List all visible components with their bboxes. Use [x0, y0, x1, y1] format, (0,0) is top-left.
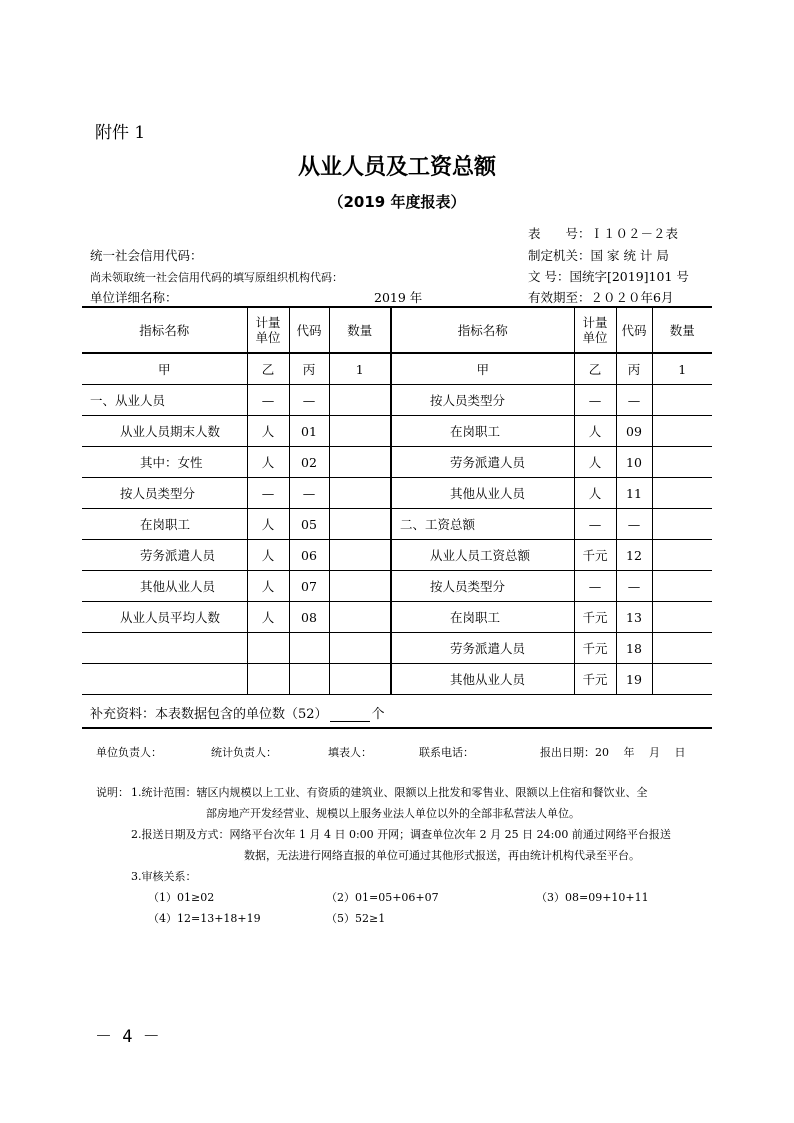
quantity-input[interactable] [329, 478, 391, 509]
page-title: 从业人员及工资总额 [297, 155, 496, 180]
code-cell: 18 [616, 633, 652, 664]
header-code: 代码 [289, 307, 329, 353]
code-cell: 12 [616, 540, 652, 571]
divider [82, 727, 712, 729]
rule-2: （2）01=05+06+07 [326, 891, 439, 904]
subheader-name: 甲 [82, 353, 247, 385]
page-subtitle: （2019 年度报表） [328, 193, 466, 211]
quantity-input[interactable] [652, 478, 712, 509]
unit-cell: 人 [574, 416, 616, 447]
quantity-input[interactable] [652, 416, 712, 447]
indicator-name: 劳务派遣人员 [391, 633, 574, 664]
indicator-name: 一、从业人员 [82, 385, 247, 416]
unit-cell: 千元 [574, 664, 616, 695]
indicator-name: 在岗职工 [391, 602, 574, 633]
code-cell: — [289, 385, 329, 416]
note-1-cont: 部房地产开发经营业、规模以上服务业法人单位以外的全部非私营法人单位。 [206, 807, 580, 820]
notes-label: 说明： [96, 786, 129, 799]
unit-cell: 人 [247, 571, 289, 602]
table-number: 表 号：Ｉ１０２－２表 [528, 226, 679, 241]
unit-count-input[interactable] [330, 709, 370, 722]
quantity-input[interactable] [652, 571, 712, 602]
note-1: 1.统计范围：辖区内规模以上工业、有资质的建筑业、限额以上批发和零售业、限额以上住宿和餐饮业、全 [131, 786, 648, 799]
indicator-name: 劳务派遣人员 [82, 540, 247, 571]
quantity-input[interactable] [652, 633, 712, 664]
indicator-name [82, 633, 247, 664]
credit-code-label: 统一社会信用代码： [90, 248, 203, 263]
unit-cell: 人 [247, 447, 289, 478]
table-row [82, 664, 712, 695]
authority: 制定机关：国 家 统 计 局 [528, 248, 669, 263]
quantity-input[interactable] [329, 385, 391, 416]
header-indicator-name: 指标名称 [82, 307, 247, 353]
unit-cell: 人 [574, 447, 616, 478]
code-cell: 07 [289, 571, 329, 602]
unit-cell: 千元 [574, 633, 616, 664]
indicator-name: 其他从业人员 [391, 478, 574, 509]
unit-cell: 人 [247, 509, 289, 540]
code-cell [289, 664, 329, 695]
attachment-label: 附件 1 [95, 123, 146, 143]
table-row [82, 602, 712, 633]
table-row [82, 571, 712, 602]
table-row [82, 385, 712, 416]
quantity-input[interactable] [652, 447, 712, 478]
subheader-unit: 乙 [247, 353, 289, 385]
quantity-input[interactable] [329, 509, 391, 540]
unit-cell: 人 [247, 540, 289, 571]
header-unit: 计量 单位 [574, 307, 616, 353]
quantity-input[interactable] [652, 602, 712, 633]
indicator-name: 其中：女性 [82, 447, 247, 478]
header-indicator-name: 指标名称 [391, 307, 574, 353]
indicator-name: 二、工资总额 [391, 509, 574, 540]
quantity-input[interactable] [652, 509, 712, 540]
quantity-input[interactable] [329, 447, 391, 478]
quantity-input[interactable] [329, 540, 391, 571]
indicator-name: 在岗职工 [391, 416, 574, 447]
code-cell: 06 [289, 540, 329, 571]
code-cell: — [289, 478, 329, 509]
filler-label: 填表人： [328, 746, 372, 759]
code-cell: 10 [616, 447, 652, 478]
code-cell: 08 [289, 602, 329, 633]
statistics-table [82, 306, 712, 695]
subheader-quantity: 1 [329, 353, 391, 385]
unit-cell: — [574, 571, 616, 602]
unit-cell: — [574, 385, 616, 416]
supplement-note: 补充资料：本表数据包含的单位数（52） 个 [90, 707, 385, 722]
note-3: 3.审核关系： [131, 870, 197, 883]
quantity-input[interactable] [652, 664, 712, 695]
code-cell: — [616, 571, 652, 602]
quantity-input[interactable] [329, 664, 391, 695]
code-cell: 13 [616, 602, 652, 633]
header-unit: 计量 单位 [247, 307, 289, 353]
code-cell: — [616, 385, 652, 416]
quantity-input[interactable] [652, 385, 712, 416]
unit-cell: 人 [574, 478, 616, 509]
table-row [82, 478, 712, 509]
rule-1: （1）01≥02 [148, 891, 215, 904]
unit-cell: — [247, 478, 289, 509]
table-row [82, 447, 712, 478]
indicator-name: 从业人员期末人数 [82, 416, 247, 447]
subheader-name: 甲 [391, 353, 574, 385]
unit-cell: — [247, 385, 289, 416]
table-row [82, 633, 712, 664]
org-code-label: 尚未领取统一社会信用代码的填写原组织机构代码： [90, 271, 343, 284]
indicator-name: 劳务派遣人员 [391, 447, 574, 478]
quantity-input[interactable] [652, 540, 712, 571]
unit-cell [247, 633, 289, 664]
subheader-unit: 乙 [574, 353, 616, 385]
code-cell: 01 [289, 416, 329, 447]
unit-name-label: 单位详细名称： [90, 290, 178, 305]
indicator-name: 其他从业人员 [391, 664, 574, 695]
subheader-code: 丙 [289, 353, 329, 385]
table-header-row [82, 307, 712, 353]
header-code: 代码 [616, 307, 652, 353]
rule-5: （5）52≥1 [326, 912, 386, 925]
quantity-input[interactable] [329, 633, 391, 664]
stat-head-label: 统计负责人： [211, 746, 277, 759]
code-cell [289, 633, 329, 664]
indicator-name [82, 664, 247, 695]
indicator-name: 从业人员工资总额 [391, 540, 574, 571]
code-cell: 09 [616, 416, 652, 447]
table-row [82, 540, 712, 571]
document-number: 文 号：国统字[2019]101 号 [528, 269, 689, 284]
phone-label: 联系电话： [419, 746, 474, 759]
code-cell: 02 [289, 447, 329, 478]
subheader-quantity: 1 [652, 353, 712, 385]
rule-4: （4）12=13+18+19 [148, 912, 261, 925]
report-date-label: 报出日期：20 年 月 日 [540, 746, 686, 759]
report-year: 2019 年 [374, 290, 423, 305]
indicator-name: 从业人员平均人数 [82, 602, 247, 633]
unit-cell: — [574, 509, 616, 540]
indicator-name: 按人员类型分 [391, 385, 574, 416]
rule-3: （3）08=09+10+11 [536, 891, 649, 904]
table-subheader-row [82, 353, 712, 385]
table-row [82, 416, 712, 447]
unit-cell: 千元 [574, 602, 616, 633]
note-2: 2.报送日期及方式：网络平台次年 1 月 4 日 0:00 开网；调查单位次年 2 月 25 日 24:00 前通过网络平台报送 [131, 828, 671, 841]
unit-cell: 人 [247, 602, 289, 633]
indicator-name: 在岗职工 [82, 509, 247, 540]
table-row [82, 509, 712, 540]
indicator-name: 按人员类型分 [82, 478, 247, 509]
unit-cell: 人 [247, 416, 289, 447]
code-cell: 05 [289, 509, 329, 540]
indicator-name: 其他从业人员 [82, 571, 247, 602]
page-number: － 4 － [95, 1027, 160, 1047]
unit-cell: 千元 [574, 540, 616, 571]
subheader-code: 丙 [616, 353, 652, 385]
unit-cell [247, 664, 289, 695]
code-cell: 11 [616, 478, 652, 509]
valid-until: 有效期至：２０２０年6月 [528, 290, 674, 305]
quantity-input[interactable] [329, 571, 391, 602]
code-cell: 19 [616, 664, 652, 695]
header-quantity: 数量 [652, 307, 712, 353]
note-2-cont: 数据，无法进行网络直报的单位可通过其他形式报送，再由统计机构代录至平台。 [244, 849, 640, 862]
quantity-input[interactable] [329, 602, 391, 633]
quantity-input[interactable] [329, 416, 391, 447]
indicator-name: 按人员类型分 [391, 571, 574, 602]
header-quantity: 数量 [329, 307, 391, 353]
unit-head-label: 单位负责人： [96, 746, 162, 759]
code-cell: — [616, 509, 652, 540]
